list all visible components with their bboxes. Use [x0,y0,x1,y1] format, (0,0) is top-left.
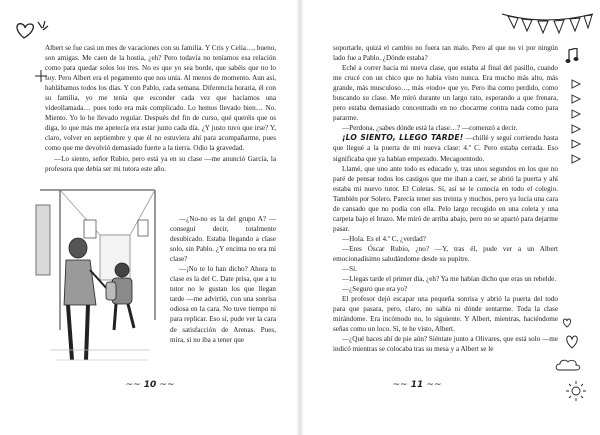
paragraph: —Sí. [342,265,357,274]
paragraph: —Perdona, ¿sabes dónde está la clase…? —comenzó a decir. [342,124,518,133]
paragraph: Eché a correr hacia mi nueva clase, que estaba al final del pasillo, cuando me crucé con un chico que no había visto nunca. Era mucho más alto, más grande, más musculoso…, más «todo» que yo. Pero iba como perdido, como buscando su clase. Me miró durante un largo rato, esperando a que frenara, pero estaba demasiado concentrado en no chocarme contra nada como para pararme. [333,64,558,123]
paragraph: —Hola. Es el 4.º C, ¿verdad? [342,234,426,243]
left-page-text-top [45,43,276,174]
sparkle-doodle-icon [35,70,47,82]
page-number-value: 11 [410,380,424,390]
left-page-text-bottom [170,214,276,345]
page-number-right: ~~ 11 ~~ [392,380,442,390]
shout-text: ¡LO SIENTO, LLEGO TARDE! [342,133,464,143]
right-page-text [333,43,558,354]
paragraph: Albert se fue casi un mes de vacaciones con su familia. Y Cris y Celia…, bueno, son amigas. Me caen de la hostia, ¿eh? Pero todavía no teníamos esa relación como para quedar solos los tres. No es que yo sea borde, que sabéis que no lo soy. Pero Albert era el pegamento que nos unía. Al menos de momento. Aun así, hablábamos todos los días. Y con Pablo, cada semana. Diferencia horaria, él con su familia, yo me tenía que esconder cada vez que hacíamos una videollamada… pues todo era más complicado. Lo hemos llevado bien… No. Miento. Yo lo he llevado regular. Después del fin de curso, qué queréis que os diga, lo que más me apetecía era estar junto cada día. ¿Y justo tuvo que irse? Y, claro, volver en septiembre y que él no estuviera ahí para acompañarme, pues como que me devolvió demasiado fuerte a la tierra. Odio la gravedad. [45,44,276,153]
bunting-flags-icon [500,10,595,40]
paragraph: soportarle, quizá el cambio no fuera tan malo. Pero al que no vi por ningún lado fue a Pablo. ¿Dónde estaba? [333,44,558,63]
shout-continuation: —chillé y seguí corriendo hasta que llegué a la puerta de mi nueva clase: 4.º C. Pero estaba cerrada. Eso significaba que ya habían empezado. Mecagoentodo. [333,134,558,163]
music-note-icon [565,48,579,64]
paragraph: —¿No-no es la del grupo A? —conseguí decir, totalmente desubicado. Estaba llegando a clase solo, sin Pablo. ¿Y encima no era mi clase? [170,215,276,264]
book-gutter [296,0,304,435]
paragraph: El profesor dejó escapar una pequeña sonrisa y abrió la puerta del todo para que pasara, pero, claro, no sabía ni dónde sentarme. Toda la clase mirándome. Era incómodo no, lo siguiente. Y Albert, mientras, haciéndome señas como un loco. Sí, te he visto, Albert. [333,295,558,334]
paragraph: —Lo siento, señor Rubio, pero está ya en su clase —me anunció García, la profesora que debía ser mi tutora este año. [45,154,276,173]
hallway-illustration [30,160,170,370]
paragraph: —¿Qué haces ahí de pie aún? Siéntate junto a Olivares, que está solo —me indicó mientras se colocaba tras su mesa y a Albert se le [333,335,558,354]
heart-outline-icon [565,335,579,349]
paragraph: —Llegas tarde el primer día, ¿eh? Ya me habían dicho que eras un rebelde. [342,275,557,284]
cloud-doodle-icon [555,358,581,372]
triangle-border-icon [570,78,582,168]
paragraph: —¿Seguro que era yo? [342,285,408,294]
paragraph-shout [333,133,558,163]
small-heart-icon [562,318,572,328]
page-number-value: 10 [143,380,157,390]
paragraph: —¡No te lo han dicho? Ahora tu clase es la del C. Date prisa, que a tu tutor no le gustan los que llegan tarde —me advirtió, con una sonrisa odiosa en la cara. No tuve tiempo ni para replicar. Eso sí, pude ver la cara de satisfacción de Arenas. Pues, mira, si no iba a tener que [170,265,276,344]
paragraph: Llamé, que uno ante todo es educado y, tras unos segundos en los que no paré de pensar todos los castigos que me iban a caer, se abrió la puerta y ahí estaba mi nuevo tutor. El Coletas. Sí, así se le conocía en todo el colegio. También por Solero. Parecía tener sus treinta y muchos, pero ya lucía una cara de cansado que no podía con ella. Pelo largo recogido en una coleta y una carpeta bajo el brazo. Me miró de arriba abajo, pero no se apartó para dejarme pasar. [333,164,558,233]
sun-doodle-icon [565,380,587,402]
page-number-left: ~~ 10 ~~ [125,380,175,390]
heart-doodle-icon [12,18,52,44]
paragraph: —Eres Óscar Rubio, ¿no? —Y, tras él, pude ver a un Albert emocionadísimo saludándome desde su pupitre. [333,244,558,263]
